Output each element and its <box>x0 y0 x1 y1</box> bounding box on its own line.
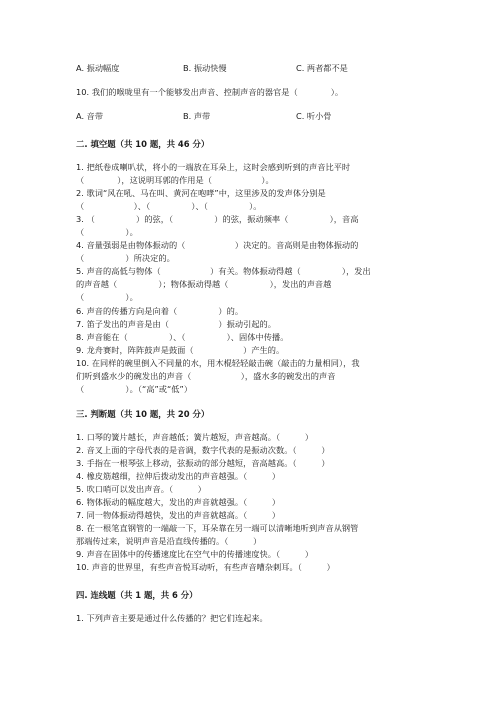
judge-line: 6. 物体振动的幅度越大，发出的声音就越强。（ ） <box>76 497 281 507</box>
judge-line: 10. 声音的世界里，有些声音悦耳动听，有些声音嘈杂刺耳。（ ） <box>76 562 335 572</box>
judge-line: 1. 口琴的簧片越长，声音越低；簧片越短，声音越高。（ ） <box>76 432 314 442</box>
fill-line: 9. 龙舟赛时，阵阵鼓声是鼓面（ ）产生的。 <box>76 345 285 355</box>
judge-line: 3. 手指在一根琴弦上移动，弦振动的部分越短，音高越高。（ ） <box>76 458 330 468</box>
section-fill-in-title: 二. 填空题（共 10 题，共 46 分） <box>76 139 210 149</box>
judge-line: 4. 橡皮筋越细，拉伸后拨动发出的声音越强。（ ） <box>76 471 281 481</box>
fill-line: （ ）、（ ）、（ ）。 <box>76 201 262 211</box>
judge-line: 8. 在一根笔直钢管的一端敲一下，耳朵靠在另一端可以清晰地听到声音从钢管 <box>76 523 359 533</box>
judge-line: 9. 声音在固体中的传播速度比在空气中的传播速度快。（ ） <box>76 549 314 559</box>
match-line: 1. 下列声音主要是通过什么传播的？把它们连起来。 <box>76 613 268 623</box>
fill-line: 6. 声音的传播方向是向着（ ）的。 <box>76 306 244 316</box>
fill-line: 2. 歌词“风在吼、马在叫、黄河在咆哮”中，这里涉及的发声体分别是 <box>76 188 326 198</box>
q10-option-b: B. 声带 <box>183 111 211 121</box>
q9-option-a: A. 振动幅度 <box>76 63 120 73</box>
q9-option-b: B. 振动快慢 <box>183 63 227 73</box>
fill-line: （ ），这说明耳郭的作用是（ ）。 <box>76 175 274 185</box>
fill-line: （ ）所决定的。 <box>76 253 175 263</box>
q10-option-c: C. 听小骨 <box>296 111 332 121</box>
fill-line: 5. 声音的高低与物体（ ）有关。物体振动得越（ ），发出 <box>76 266 371 276</box>
judge-line: 5. 吹口哨可以发出声音。（ ） <box>76 484 207 494</box>
fill-line: （ ）。 <box>76 292 138 302</box>
fill-line: 10. 在同样的碗里倒入不同量的水，用木棍轻轻敲击碗（敲击的力量相同），我 <box>76 358 360 368</box>
fill-line: （ ）。（“高”或“低”） <box>76 384 193 394</box>
fill-line: 1. 把纸卷成喇叭状，将小的一端放在耳朵上，这时会感到听到的声音比平时 <box>76 162 351 172</box>
section-matching-title: 四. 连线题（共 1 题，共 6 分） <box>76 590 198 600</box>
fill-line: 们听到盛水少的碗发出的声音（ ），盛水多的碗发出的声音 <box>76 371 336 381</box>
judge-line: 2. 音叉上面的字母代表的是音调，数字代表的是振动次数。（ ） <box>76 445 330 455</box>
judge-line: 那端传过来，说明声音是沿直线传播的。（ ） <box>76 536 262 546</box>
q10-question: 10. 我们的喉咙里有一个能够发出声音、控制声音的器官是（ ）。 <box>76 87 344 97</box>
q10-option-a: A. 音带 <box>76 111 104 121</box>
section-true-false-title: 三. 判断题（共 10 题，共 20 分） <box>76 409 210 419</box>
fill-line: 4. 音量强弱是由物体振动的（ ）决定的。音高则是由物体振动的 <box>76 240 359 250</box>
fill-line: 8. 声音能在（ ）、（ ）、固体中传播。 <box>76 332 289 342</box>
fill-line: 的声音越（ ）；物体振动得越（ ），发出的声音越 <box>76 279 332 289</box>
fill-line: 3. （ ）的弦，（ ）的弦，振动频率（ ），音高 <box>76 214 359 224</box>
fill-line: （ ）。 <box>76 227 138 237</box>
judge-line: 7. 同一物体振动得越快，发出的声音就越高。（ ） <box>76 510 281 520</box>
q9-option-c: C. 两者都不是 <box>296 63 348 73</box>
fill-line: 7. 笛子发出的声音是由（ ）振动引起的。 <box>76 319 277 329</box>
